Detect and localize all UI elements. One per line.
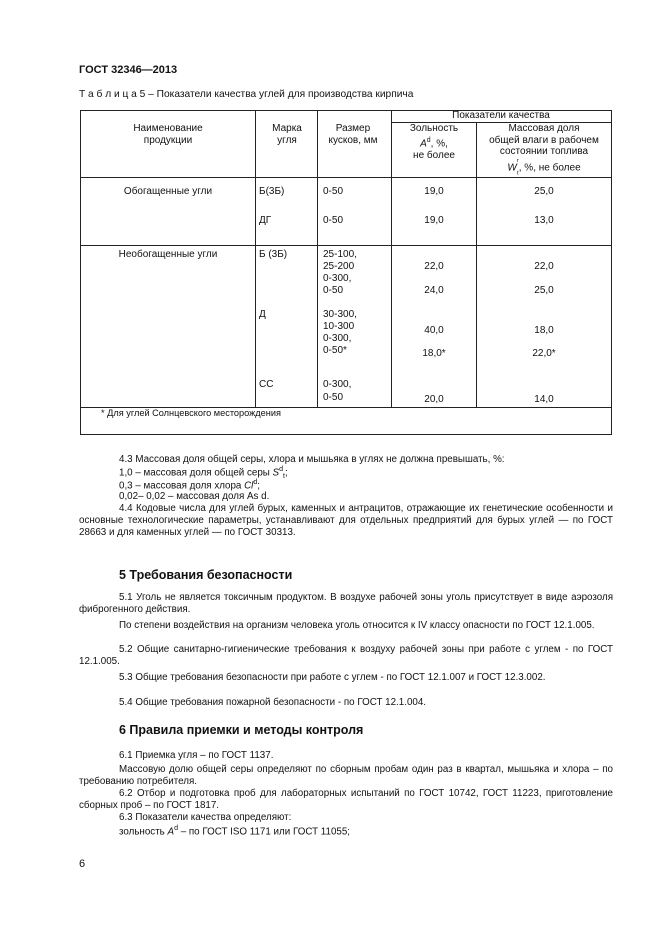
- col-divider: [255, 111, 256, 407]
- cell-ash: 19,0: [424, 186, 444, 197]
- paragraph-5-1b: По степени воздействия на организм человека уголь относится к IV классу опасности по ГОСТ 12.1.005.: [119, 620, 595, 631]
- cell-brand: ДГ: [259, 215, 272, 226]
- cell-size: 25-100,: [323, 249, 357, 260]
- paragraph-6-1b: Массовую долю общей серы определяют по сборным пробам один раз в квартал, мышьяка и хлора – по требованию потребителя.: [79, 764, 613, 787]
- paragraph-6-2: 6.2 Отбор и подготовка проб для лабораторных испытаний по ГОСТ 10742, ГОСТ 11223, приготовление сборных проб – по ГОСТ 1817.: [79, 788, 613, 811]
- cell-size: 0-50*: [323, 345, 347, 356]
- paragraph-4-3: 4.3 Массовая доля общей серы, хлора и мышьяка в углях не должна превышать, %:: [119, 454, 505, 465]
- table-footnote: * Для углей Солнцевского месторождения: [101, 408, 281, 418]
- cell-size: 0-50: [323, 186, 344, 197]
- limit-chlorine: 0,3 – массовая доля хлора Cl$^d$;: [119, 479, 261, 492]
- cell-brand: СС: [259, 379, 274, 390]
- limit-arsenic: 0,02– 0,02 – массовая доля As d.: [119, 491, 270, 502]
- cell-size: 30-300,: [323, 309, 357, 320]
- row-divider: [81, 245, 612, 246]
- cell-size: 10-300: [323, 321, 355, 332]
- cell-size: 0-50: [323, 392, 344, 403]
- paragraph-5-1: 5.1 Уголь не является токсичным продуктом. В воздухе рабочей зоны уголь присутствует в виде аэрозоля фиброгенного действия.: [79, 592, 613, 615]
- cell-brand: Б(3Б): [259, 186, 285, 197]
- header-ash: Зольность $A^d$, %, не более: [409, 123, 459, 161]
- section-5-heading: 5 Требования безопасности: [119, 568, 293, 582]
- cell-size: 0-50: [323, 285, 344, 296]
- paragraph-5-4: 5.4 Общие требования пожарной безопасности - по ГОСТ 12.1.004.: [119, 697, 427, 708]
- section-6-heading: 6 Правила приемки и методы контроля: [119, 723, 364, 737]
- cell-ash: 24,0: [424, 285, 444, 296]
- document-header: ГОСТ 32346—2013: [79, 64, 178, 76]
- cell-brand: Б (3Б): [259, 249, 288, 260]
- cell-name: Необогащенные угли: [118, 249, 218, 260]
- cell-ash: 22,0: [424, 261, 444, 272]
- paragraph-6-3: 6.3 Показатели качества определяют:: [119, 812, 292, 823]
- cell-size: 0-300,: [323, 379, 352, 390]
- header-moisture: Массовая доля общей влаги в рабочем состоянии топлива $W^r$ $_t$, %, не более: [489, 123, 599, 177]
- cell-moisture: 22,0: [534, 261, 554, 272]
- cell-size: 25-200: [323, 261, 355, 272]
- col-divider: [476, 122, 477, 407]
- cell-brand: Д: [259, 309, 266, 320]
- quality-table: [80, 110, 612, 435]
- limit-sulfur: 1,0 – массовая доля общей серы $S^d_t$;: [119, 466, 288, 481]
- cell-ash: 18,0*: [422, 348, 446, 359]
- paragraph-6-3a: зольность $A^d$ – по ГОСТ ISO 1171 или ГОСТ 11055;: [119, 825, 351, 838]
- cell-moisture: 22,0*: [532, 348, 556, 359]
- paragraph-4-4: 4.4 Кодовые числа для углей бурых, каменных и антрацитов, отражающие их генетические особенности и основные технологические параметры, устанавливают для отдельных предприятий для бурых углей — по ГОСТ 28663 и для каменных углей — по ГОСТ 30313.: [79, 503, 613, 538]
- cell-ash: 20,0: [424, 394, 444, 405]
- paragraph-5-3: 5.3 Общие требования безопасности при работе с углем - по ГОСТ 12.1.007 и ГОСТ 12.3.002.: [119, 672, 546, 683]
- table-caption: Т а б л и ц а 5 – Показатели качества углей для производства кирпича: [79, 89, 414, 100]
- cell-ash: 19,0: [424, 215, 444, 226]
- paragraph-5-2: 5.2 Общие санитарно-гигиенические требования к воздуху рабочей зоны при работе с углем - по ГОСТ 12.1.005.: [79, 644, 613, 667]
- col-divider: [317, 111, 318, 407]
- cell-moisture: 14,0: [534, 394, 554, 405]
- cell-moisture: 18,0: [534, 325, 554, 336]
- cell-moisture: 25,0: [534, 186, 554, 197]
- cell-size: 0-300,: [323, 333, 352, 344]
- cell-size: 0-300,: [323, 273, 352, 284]
- cell-ash: 40,0: [424, 325, 444, 336]
- cell-moisture: 25,0: [534, 285, 554, 296]
- cell-size: 0-50: [323, 215, 344, 226]
- cell-moisture: 13,0: [534, 215, 554, 226]
- group-header: Показатели качества: [452, 110, 550, 121]
- header-brand: Марка угля: [272, 123, 302, 146]
- paragraph-6-1: 6.1 Приемка угля – по ГОСТ 1137.: [119, 750, 274, 761]
- header-size: Размер кусков, мм: [328, 123, 378, 146]
- col-divider: [391, 111, 392, 407]
- header-name: Наименование продукции: [133, 123, 203, 146]
- cell-name: Обогащенные угли: [123, 186, 213, 197]
- page-number: 6: [79, 858, 86, 870]
